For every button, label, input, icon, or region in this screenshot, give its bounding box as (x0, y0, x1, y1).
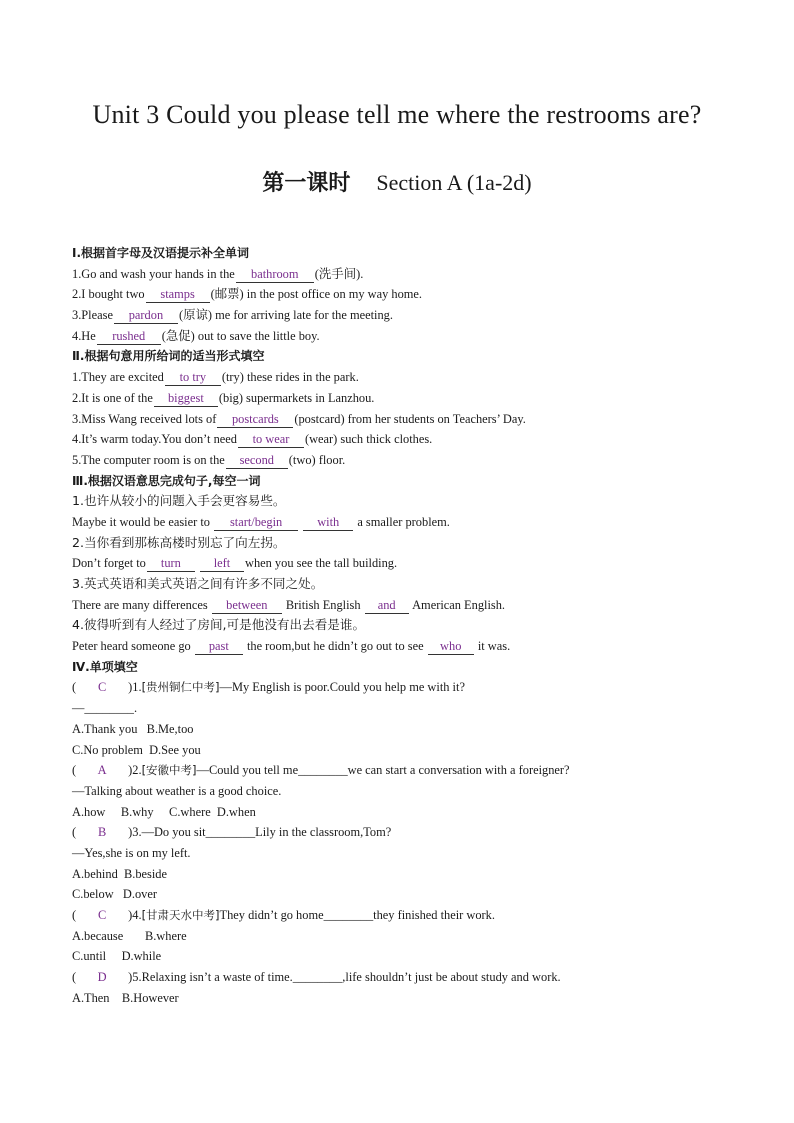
mc-question-2: ( A )2.[安徽中考]—Could you tell me________we can start a conversation with a foreigner? (72, 760, 752, 781)
mc-question-3-options-a: A.behind B.beside (72, 866, 167, 881)
s1-question-2: 2.I bought two stamps (邮票) in the post office on my way home. (72, 287, 423, 302)
s3-question-1-chinese: 1.也许从较小的问题入手会更容易些。 (72, 493, 286, 509)
mc-question-4-options-a: A.because B.where (72, 928, 187, 943)
section-label: Section A (1a-2d) (376, 170, 532, 195)
s3-question-2-chinese: 2.当你看到那栋高楼时别忘了向左拐。 (72, 534, 286, 550)
mc-answer: B (98, 825, 107, 840)
mc-question-2-options: A.how B.why C.where D.when (72, 804, 256, 819)
mc-question-5-options: A.Then B.However (72, 990, 179, 1005)
exam-source: [甘肃天水中考] (141, 908, 220, 922)
s1-question-3: 3.Please pardon (原谅) me for arriving late for the meeting. (72, 308, 393, 323)
mc-question-4: ( C )4.[甘肃天水中考]They didn’t go home________they finished their work. (72, 905, 752, 926)
s2-question-1: 1.They are excited to try (try) these rides in the park. (72, 370, 359, 385)
s1-question-1: 1.Go and wash your hands in the bathroom (洗手间). (72, 266, 364, 281)
answer-blank: to try (165, 370, 221, 386)
worksheet-body (72, 243, 752, 1008)
answer-blank: biggest (154, 391, 218, 407)
answer-blank: turn (147, 556, 195, 572)
s2-question-2: 2.It is one of the biggest (big) supermarkets in Lanzhou. (72, 390, 375, 405)
section-2-heading: Ⅱ.根据句意用所给词的适当形式填空 (72, 349, 265, 364)
mc-answer: C (98, 680, 107, 695)
answer-blank: second (226, 453, 288, 469)
section-4-heading: Ⅳ.单项填空 (72, 659, 138, 674)
mc-question-1-reply: —________. (72, 701, 138, 716)
s1-question-4: 4.He rushed (急促) out to save the little boy. (72, 328, 320, 343)
answer-blank: left (200, 556, 244, 572)
answer-blank: stamps (146, 287, 210, 303)
answer-blank: pardon (114, 308, 178, 324)
lesson-number: 第一课时 (262, 171, 351, 196)
mc-answer: D (97, 970, 107, 985)
mc-question-1-options-a: A.Thank you B.Me,too (72, 721, 194, 736)
mc-answer: A (97, 763, 107, 778)
s2-question-3: 3.Miss Wang received lots of postcards (postcard) from her students on Teachers’ Day. (72, 411, 526, 426)
answer-blank: to wear (238, 432, 304, 448)
mc-question-1-options-b: C.No problem D.See you (72, 742, 201, 757)
s3-question-4-chinese: 4.彼得听到有人经过了房间,可是他没有出去看是谁。 (72, 617, 366, 633)
answer-blank: postcards (217, 412, 293, 428)
answer-blank: between (212, 598, 282, 614)
section-1-heading: Ⅰ.根据首字母及汉语提示补全单词 (72, 246, 250, 260)
answer-blank: rushed (97, 329, 161, 345)
answer-blank: bathroom (236, 267, 314, 283)
answer-blank: who (428, 639, 474, 655)
answer-blank: past (195, 639, 243, 655)
s3-question-4: Peter heard someone go past the room,but he didn’t go out to see who it was. (72, 639, 511, 654)
answer-blank: and (365, 598, 409, 614)
mc-question-1: ( C )1.[贵州铜仁中考]—My English is poor.Could you help me with it? (72, 677, 752, 698)
mc-question-3: ( B )3.—Do you sit________Lily in the classroom,Tom? (72, 822, 752, 843)
s2-question-4: 4.It’s warm today.You don’t need to wear (wear) such thick clothes. (72, 432, 433, 447)
section-3-heading: Ⅲ.根据汉语意思完成句子,每空一词 (72, 473, 261, 488)
lesson-subtitle (0, 166, 794, 197)
s3-question-2: Don’t forget to turn left when you see the tall building. (72, 556, 398, 571)
s3-question-3: There are many differences between British English and American English. (72, 597, 506, 612)
page-title: Unit 3 Could you please tell me where the restrooms are? (92, 100, 702, 129)
mc-question-3-options-b: C.below D.over (72, 887, 157, 902)
mc-answer: C (98, 908, 107, 922)
mc-question-5: ( D )5.Relaxing isn’t a waste of time.________,life shouldn’t just be about study and work. (72, 967, 752, 988)
answer-blank: with (303, 515, 353, 531)
mc-question-4-options-b: C.until D.while (72, 949, 162, 964)
s3-question-1: Maybe it would be easier to start/begin with a smaller problem. (72, 514, 450, 529)
s2-question-5: 5.The computer room is on the second (two) floor. (72, 452, 346, 467)
s3-question-3-chinese: 3.英式英语和美式英语之间有许多不同之处。 (72, 576, 324, 591)
answer-blank: start/begin (214, 515, 298, 531)
exam-source: [贵州铜仁中考] (141, 680, 220, 695)
mc-question-3-reply: —Yes,she is on my left. (72, 845, 191, 860)
mc-question-2-reply: —Talking about weather is a good choice. (72, 783, 282, 798)
exam-source: [安徽中考] (141, 763, 197, 778)
